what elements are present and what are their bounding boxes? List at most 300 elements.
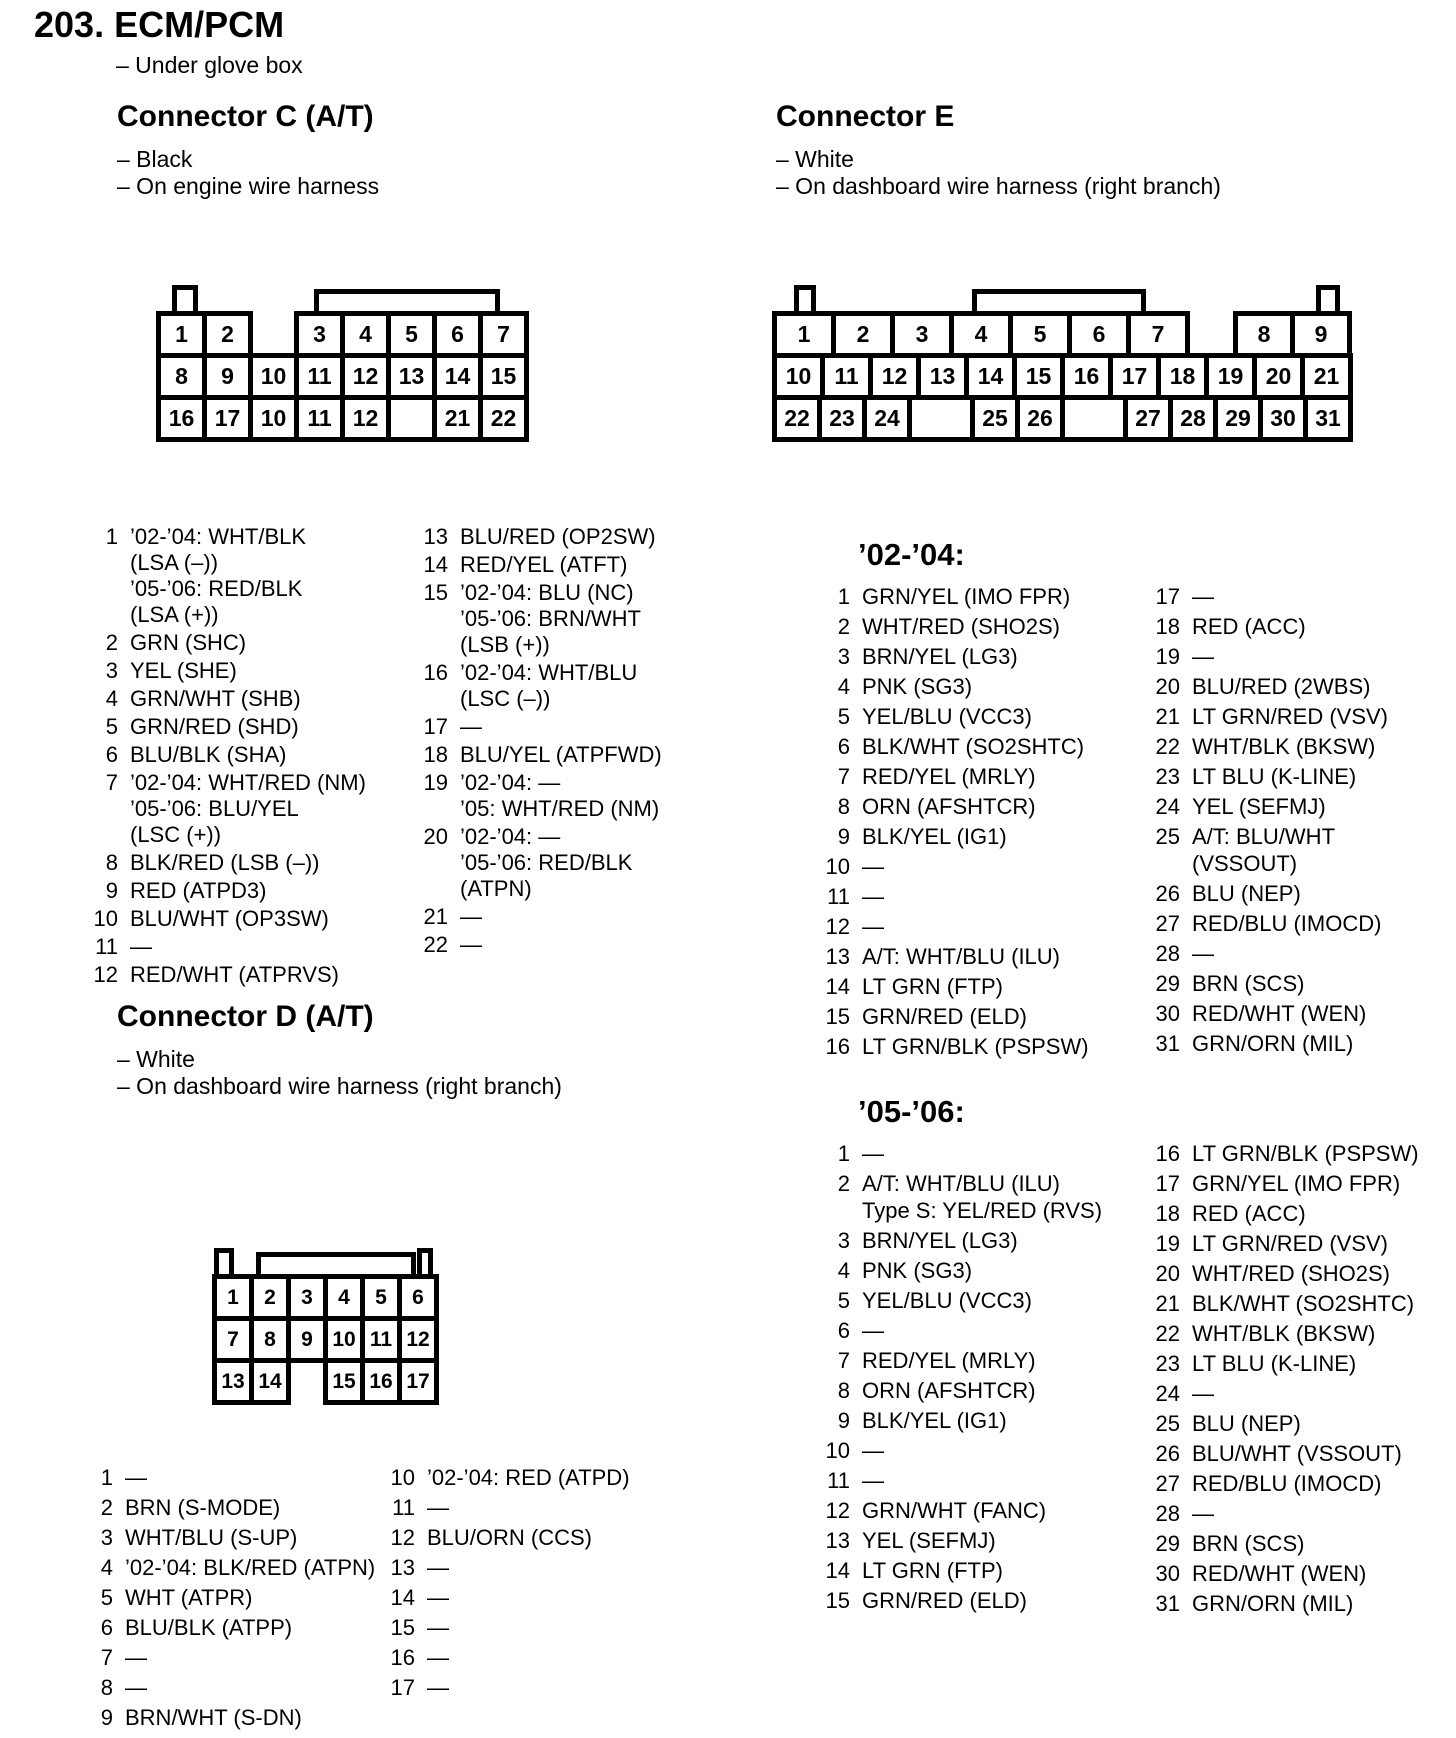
pin-wire-label bbox=[1192, 1200, 1306, 1227]
pin-number: 21 bbox=[1155, 704, 1180, 729]
pin-wire-line: BRN (S-MODE) bbox=[125, 1495, 281, 1520]
pin-wire-line: ’05-’06: RED/BLK bbox=[130, 576, 303, 601]
pin-wire-label bbox=[1192, 1530, 1304, 1557]
pin-wire-line: BLU (NEP) bbox=[1192, 1411, 1301, 1436]
pin-cell-4: 4 bbox=[340, 311, 391, 358]
pin-number: 23 bbox=[1155, 1351, 1180, 1376]
pin-cell-10: 10 bbox=[772, 353, 825, 400]
connector-row bbox=[212, 1274, 439, 1321]
connector-row bbox=[772, 353, 1353, 400]
pin-wire-line: — bbox=[862, 914, 884, 939]
pin-wire-line: GRN/WHT (FANC) bbox=[862, 1498, 1047, 1523]
pin-wire-label bbox=[1192, 910, 1381, 937]
pin-entry bbox=[820, 1497, 1102, 1524]
pin-cell-3: 3 bbox=[286, 1274, 328, 1321]
pin-wire-label bbox=[1192, 1260, 1390, 1287]
pin-wire-label bbox=[1192, 703, 1388, 730]
pin-number: 16 bbox=[825, 1034, 850, 1059]
pin-number: 2 bbox=[837, 614, 850, 639]
pin-number: 30 bbox=[1155, 1001, 1180, 1026]
pin-number: 5 bbox=[837, 704, 850, 729]
pin-wire-line: YEL/BLU (VCC3) bbox=[862, 704, 1032, 729]
pin-cell-10: 10 bbox=[248, 353, 299, 400]
pin-number: 3 bbox=[837, 644, 850, 669]
pin-number: 29 bbox=[1155, 971, 1180, 996]
connector-tab-row bbox=[772, 283, 1353, 311]
pin-entry bbox=[1150, 940, 1388, 967]
pin-wire-line: ORN (AFSHTCR) bbox=[862, 794, 1036, 819]
pin-wire-label bbox=[1192, 733, 1375, 760]
pin-cell-1: 1 bbox=[772, 311, 836, 358]
pin-wire-line: RED/WHT (WEN) bbox=[1192, 1001, 1367, 1026]
pin-entry bbox=[1150, 1470, 1419, 1497]
pin-wire-line: LT GRN/RED (VSV) bbox=[1192, 1231, 1388, 1256]
pin-number: 31 bbox=[1155, 1591, 1180, 1616]
pin-cell-18: 18 bbox=[1156, 353, 1209, 400]
pin-entry bbox=[820, 1227, 1102, 1254]
pin-entry bbox=[1150, 1530, 1419, 1557]
pin-wire-line: RED/BLU (IMOCD) bbox=[1192, 911, 1382, 936]
pin-wire-line: BRN/WHT (S-DN) bbox=[125, 1705, 302, 1730]
pin-wire-line: BLU/RED (2WBS) bbox=[1192, 674, 1371, 699]
pin-wire-label bbox=[862, 1527, 996, 1554]
pin-entry bbox=[820, 1347, 1102, 1374]
pin-number: 8 bbox=[837, 1378, 850, 1403]
pin-wire-line: RED/WHT (ATPRVS) bbox=[130, 962, 340, 987]
connector-d-diagram bbox=[212, 1246, 439, 1405]
pin-wire-label bbox=[862, 1140, 884, 1167]
pin-wire-line: GRN/RED (ELD) bbox=[862, 1588, 1028, 1613]
connector-row bbox=[212, 1358, 439, 1405]
pin-entry bbox=[1150, 1500, 1419, 1527]
pin-number: 9 bbox=[837, 1408, 850, 1433]
pin-cell-3: 3 bbox=[294, 311, 345, 358]
pin-cell-blank bbox=[1060, 395, 1128, 442]
pin-number: 19 bbox=[1155, 1231, 1180, 1256]
pin-number: 6 bbox=[837, 1318, 850, 1343]
pin-wire-line: ’02-’04: BLK/RED (ATPN) bbox=[125, 1555, 376, 1580]
pin-entry bbox=[820, 913, 1089, 940]
pin-wire-line: BLK/WHT (SO2SHTC) bbox=[862, 734, 1085, 759]
pin-wire-label bbox=[130, 658, 237, 684]
pin-wire-line: GRN (SHC) bbox=[130, 630, 247, 655]
pin-wire-line: ’02-’04: BLU (NC) bbox=[460, 580, 634, 605]
pin-number: 15 bbox=[423, 580, 448, 605]
pin-cell-22: 22 bbox=[478, 395, 529, 442]
pin-number: 13 bbox=[390, 1555, 415, 1580]
pin-number: 2 bbox=[837, 1171, 850, 1196]
pin-wire-label bbox=[1192, 763, 1356, 790]
pin-entry bbox=[88, 850, 366, 876]
pin-wire-line: GRN/RED (ELD) bbox=[862, 1004, 1028, 1029]
pin-wire-line: ’02-’04: — bbox=[460, 824, 561, 849]
pin-entry bbox=[1150, 1380, 1419, 1407]
pin-entry bbox=[88, 714, 366, 740]
pin-wire-label bbox=[862, 943, 1060, 970]
pin-number: 14 bbox=[825, 974, 850, 999]
pin-wire-line: BLK/YEL (IG1) bbox=[862, 824, 1007, 849]
pin-number: 10 bbox=[390, 1465, 415, 1490]
pin-number: 10 bbox=[93, 906, 118, 931]
pin-wire-line: ’02-’04: WHT/RED (NM) bbox=[130, 770, 366, 795]
pin-cell-7: 7 bbox=[1126, 311, 1190, 358]
pin-cell-2: 2 bbox=[202, 311, 253, 358]
pin-wire-line: RED/WHT (WEN) bbox=[1192, 1561, 1367, 1586]
pin-number: 22 bbox=[1155, 734, 1180, 759]
connector-e-0204-pins-left bbox=[820, 583, 1089, 1063]
pin-cell-21: 21 bbox=[432, 395, 483, 442]
pin-cell-14: 14 bbox=[249, 1358, 291, 1405]
pin-wire-line: YEL/BLU (VCC3) bbox=[862, 1288, 1032, 1313]
pin-number: 4 bbox=[837, 1258, 850, 1283]
pin-entry bbox=[820, 763, 1089, 790]
connector-d-pins-left bbox=[83, 1464, 375, 1734]
pin-number: 6 bbox=[100, 1615, 113, 1640]
pin-cell-3: 3 bbox=[890, 311, 954, 358]
pin-entry bbox=[1150, 733, 1388, 760]
pin-wire-line: A/T: WHT/BLU (ILU) bbox=[862, 1171, 1061, 1196]
pin-wire-label bbox=[130, 962, 339, 988]
pin-number: 13 bbox=[825, 1528, 850, 1553]
pin-entry bbox=[88, 524, 366, 628]
pin-wire-label bbox=[427, 1674, 449, 1701]
connector-tab bbox=[417, 1248, 433, 1274]
pin-cell-30: 30 bbox=[1258, 395, 1308, 442]
pin-entry bbox=[820, 1527, 1102, 1554]
pin-number: 27 bbox=[1155, 911, 1180, 936]
pin-number: 22 bbox=[1155, 1321, 1180, 1346]
pin-entry bbox=[820, 1287, 1102, 1314]
pin-wire-line: BLU/BLK (SHA) bbox=[130, 742, 287, 767]
connector-tab bbox=[972, 289, 1146, 311]
connector-e-bullet-location: – On dashboard wire harness (right branch) bbox=[776, 173, 1221, 199]
page-subtitle: – Under glove box bbox=[116, 52, 303, 78]
pin-wire-line: ’02-’04: — bbox=[460, 770, 561, 795]
pin-wire-label bbox=[460, 904, 482, 930]
pin-entry bbox=[820, 613, 1089, 640]
pin-cell-11: 11 bbox=[294, 353, 345, 400]
pin-wire-label bbox=[427, 1644, 449, 1671]
connector-tab bbox=[172, 285, 198, 311]
pin-number: 12 bbox=[390, 1525, 415, 1550]
pin-number: 17 bbox=[390, 1675, 415, 1700]
pin-entry bbox=[820, 1317, 1102, 1344]
pin-wire-line: YEL (SEFMJ) bbox=[1192, 794, 1326, 819]
pin-wire-line: RED/YEL (MRLY) bbox=[862, 764, 1036, 789]
pin-cell-7: 7 bbox=[478, 311, 529, 358]
pin-wire-line: — bbox=[427, 1615, 449, 1640]
pin-cell-12: 12 bbox=[868, 353, 921, 400]
pin-entry bbox=[83, 1464, 375, 1491]
pin-wire-line: BLK/YEL (IG1) bbox=[862, 1408, 1007, 1433]
pin-wire-label bbox=[125, 1584, 253, 1611]
pin-wire-label bbox=[862, 973, 1003, 1000]
pin-wire-label bbox=[862, 1377, 1036, 1404]
pin-number: 9 bbox=[100, 1705, 113, 1730]
pin-wire-label bbox=[1192, 940, 1214, 967]
pin-number: 4 bbox=[100, 1555, 113, 1580]
pin-entry bbox=[820, 673, 1089, 700]
pin-entry bbox=[83, 1704, 375, 1731]
pin-wire-label bbox=[427, 1524, 592, 1551]
pin-entry bbox=[820, 1170, 1102, 1224]
pin-wire-label bbox=[130, 906, 329, 932]
pin-cell-24: 24 bbox=[862, 395, 912, 442]
pin-number: 16 bbox=[390, 1645, 415, 1670]
pin-wire-label bbox=[862, 733, 1084, 760]
pin-wire-label bbox=[1192, 583, 1214, 610]
pin-wire-label bbox=[862, 1407, 1007, 1434]
pin-wire-label bbox=[427, 1554, 449, 1581]
pin-entry bbox=[418, 932, 662, 958]
connector-row bbox=[212, 1316, 439, 1363]
pin-wire-label bbox=[862, 1033, 1089, 1060]
pin-wire-label bbox=[130, 878, 267, 904]
pin-number: 11 bbox=[392, 1495, 415, 1520]
connector-tab bbox=[314, 289, 500, 311]
pin-wire-line: WHT (ATPR) bbox=[125, 1585, 253, 1610]
pin-wire-label bbox=[1192, 1290, 1414, 1317]
pin-entry bbox=[418, 742, 662, 768]
pin-number: 5 bbox=[100, 1585, 113, 1610]
pin-wire-line: BLU/BLK (ATPP) bbox=[125, 1615, 293, 1640]
pin-number: 8 bbox=[100, 1675, 113, 1700]
pin-wire-label bbox=[862, 913, 884, 940]
pin-number: 4 bbox=[105, 686, 118, 711]
pin-wire-label bbox=[1192, 673, 1370, 700]
pin-wire-label bbox=[862, 583, 1070, 610]
connector-d-title: Connector D (A/T) bbox=[117, 1000, 374, 1033]
pin-number: 27 bbox=[1155, 1471, 1180, 1496]
pin-number: 9 bbox=[105, 878, 118, 903]
pin-wire-label bbox=[862, 883, 884, 910]
pin-entry bbox=[88, 906, 366, 932]
pin-wire-line: GRN/ORN (MIL) bbox=[1192, 1031, 1354, 1056]
pin-number: 26 bbox=[1155, 1441, 1180, 1466]
pin-wire-label bbox=[130, 934, 152, 960]
pin-entry bbox=[820, 793, 1089, 820]
pin-cell-15: 15 bbox=[323, 1358, 365, 1405]
pin-cell-20: 20 bbox=[1252, 353, 1305, 400]
pin-entry bbox=[1150, 1000, 1388, 1027]
pin-wire-line: — bbox=[862, 1141, 884, 1166]
connector-tab bbox=[1316, 285, 1340, 311]
pin-wire-line: — bbox=[427, 1585, 449, 1610]
pin-wire-line: — bbox=[862, 1438, 884, 1463]
pin-cell-11: 11 bbox=[360, 1316, 402, 1363]
pin-wire-line: GRN/RED (SHD) bbox=[130, 714, 299, 739]
pin-cell-4: 4 bbox=[949, 311, 1013, 358]
pin-number: 23 bbox=[1155, 764, 1180, 789]
pin-wire-line: (LSA (+)) bbox=[130, 602, 219, 627]
pin-entry bbox=[88, 686, 366, 712]
pin-entry bbox=[385, 1464, 630, 1491]
pin-wire-line: ORN (AFSHTCR) bbox=[862, 1378, 1036, 1403]
pin-cell-2: 2 bbox=[249, 1274, 291, 1321]
pin-wire-line: — bbox=[460, 932, 482, 957]
pin-entry bbox=[820, 1257, 1102, 1284]
pin-wire-label bbox=[862, 1347, 1036, 1374]
pin-entry bbox=[418, 904, 662, 930]
pin-wire-line: — bbox=[1192, 1381, 1214, 1406]
pin-wire-label bbox=[862, 673, 972, 700]
pin-entry bbox=[820, 883, 1089, 910]
pin-wire-line: GRN/WHT (SHB) bbox=[130, 686, 301, 711]
pin-entry bbox=[88, 630, 366, 656]
pin-number: 20 bbox=[1155, 674, 1180, 699]
pin-wire-line: PNK (SG3) bbox=[862, 1258, 973, 1283]
pin-wire-label bbox=[460, 714, 482, 740]
pin-number: 1 bbox=[105, 524, 118, 549]
pin-number: 2 bbox=[105, 630, 118, 655]
pin-wire-label bbox=[125, 1704, 302, 1731]
pin-wire-label bbox=[460, 824, 632, 902]
connector-c-title: Connector C (A/T) bbox=[117, 100, 374, 133]
pin-number: 4 bbox=[837, 674, 850, 699]
pin-number: 12 bbox=[93, 962, 118, 987]
pin-entry bbox=[820, 583, 1089, 610]
pin-number: 14 bbox=[390, 1585, 415, 1610]
pin-wire-label bbox=[130, 630, 246, 656]
pin-wire-label bbox=[130, 770, 366, 848]
pin-cell-blank bbox=[907, 395, 975, 442]
pin-wire-label bbox=[1192, 1590, 1353, 1617]
pin-cell-9: 9 bbox=[202, 353, 253, 400]
pin-number: 3 bbox=[105, 658, 118, 683]
pin-entry bbox=[1150, 1140, 1419, 1167]
connector-row bbox=[156, 311, 529, 358]
pin-wire-label bbox=[862, 1257, 972, 1284]
pin-wire-label bbox=[130, 524, 306, 628]
pin-entry bbox=[418, 580, 662, 658]
pin-wire-label bbox=[1192, 1320, 1375, 1347]
pin-cell-17: 17 bbox=[397, 1358, 439, 1405]
connector-tab-row bbox=[156, 283, 529, 311]
pin-cell-11: 11 bbox=[294, 395, 345, 442]
pin-cell-15: 15 bbox=[1012, 353, 1065, 400]
pin-wire-line: LT BLU (K-LINE) bbox=[1192, 1351, 1357, 1376]
pin-wire-line: — bbox=[125, 1675, 147, 1700]
pin-number: 19 bbox=[423, 770, 448, 795]
pin-entry bbox=[385, 1494, 630, 1521]
pin-cell-13: 13 bbox=[386, 353, 437, 400]
pin-number: 24 bbox=[1155, 794, 1180, 819]
pin-entry bbox=[1150, 910, 1388, 937]
pin-number: 24 bbox=[1155, 1381, 1180, 1406]
pin-wire-label bbox=[1192, 1230, 1388, 1257]
connector-tab-row bbox=[212, 1246, 439, 1274]
pin-wire-label bbox=[1192, 1380, 1214, 1407]
pin-entry bbox=[1150, 1410, 1419, 1437]
pin-wire-label bbox=[427, 1584, 449, 1611]
pin-entry bbox=[1150, 1200, 1419, 1227]
pin-wire-line: ’05-’06: BRN/WHT bbox=[460, 606, 641, 631]
connector-gap bbox=[248, 311, 299, 358]
pin-entry bbox=[820, 703, 1089, 730]
connector-d-bullet-color: – White bbox=[117, 1046, 195, 1072]
pin-cell-4: 4 bbox=[323, 1274, 365, 1321]
pin-wire-label bbox=[130, 742, 287, 768]
pin-wire-label bbox=[125, 1494, 280, 1521]
pin-wire-line: BLK/RED (LSB (–)) bbox=[130, 850, 320, 875]
pin-entry bbox=[1150, 1440, 1419, 1467]
pin-cell-22: 22 bbox=[772, 395, 822, 442]
pin-cell-17: 17 bbox=[202, 395, 253, 442]
pin-number: 21 bbox=[423, 904, 448, 929]
pin-cell-23: 23 bbox=[817, 395, 867, 442]
pin-wire-line: LT GRN/RED (VSV) bbox=[1192, 704, 1388, 729]
pin-wire-label bbox=[1192, 823, 1335, 877]
pin-wire-label bbox=[460, 552, 627, 578]
pin-cell-14: 14 bbox=[964, 353, 1017, 400]
pin-wire-label bbox=[1192, 643, 1214, 670]
pin-wire-line: — bbox=[427, 1495, 449, 1520]
pin-wire-label bbox=[862, 1227, 1018, 1254]
pin-entry bbox=[1150, 1320, 1419, 1347]
pin-wire-label bbox=[862, 823, 1007, 850]
pin-number: 26 bbox=[1155, 881, 1180, 906]
pin-entry bbox=[820, 1467, 1102, 1494]
connector-row bbox=[772, 395, 1353, 442]
pin-entry bbox=[418, 552, 662, 578]
pin-entry bbox=[1150, 970, 1388, 997]
pin-entry bbox=[418, 660, 662, 712]
page-title: 203. ECM/PCM bbox=[34, 4, 285, 45]
pin-wire-line: LT GRN/BLK (PSPSW) bbox=[862, 1034, 1089, 1059]
pin-entry bbox=[1150, 1560, 1419, 1587]
pin-cell-8: 8 bbox=[156, 353, 207, 400]
pin-number: 15 bbox=[825, 1004, 850, 1029]
pin-number: 13 bbox=[825, 944, 850, 969]
pin-wire-line: BRN (SCS) bbox=[1192, 971, 1305, 996]
pin-cell-2: 2 bbox=[831, 311, 895, 358]
pin-number: 6 bbox=[837, 734, 850, 759]
pin-wire-line: ’05-’06: RED/BLK bbox=[460, 850, 633, 875]
pin-number: 25 bbox=[1155, 1411, 1180, 1436]
pin-wire-line: BRN/YEL (LG3) bbox=[862, 1228, 1018, 1253]
pin-wire-label bbox=[427, 1464, 630, 1491]
pin-entry bbox=[1150, 1030, 1388, 1057]
pin-wire-label bbox=[130, 686, 301, 712]
connector-c-diagram bbox=[156, 283, 529, 442]
connector-c-header bbox=[117, 100, 379, 200]
pin-number: 28 bbox=[1155, 1501, 1180, 1526]
pin-cell-12: 12 bbox=[340, 395, 391, 442]
pin-entry bbox=[820, 823, 1089, 850]
pin-cell-12: 12 bbox=[340, 353, 391, 400]
pin-entry bbox=[418, 824, 662, 902]
pin-wire-label bbox=[125, 1554, 375, 1581]
connector-e-0506-pins-left bbox=[820, 1140, 1102, 1617]
pin-entry bbox=[820, 733, 1089, 760]
pin-number: 3 bbox=[100, 1525, 113, 1550]
pin-entry bbox=[83, 1614, 375, 1641]
pin-wire-label bbox=[862, 793, 1036, 820]
connector-gap bbox=[1185, 311, 1238, 358]
pin-wire-label bbox=[130, 714, 299, 740]
pin-number: 7 bbox=[100, 1645, 113, 1670]
pin-wire-line: BLU/YEL (ATPFWD) bbox=[460, 742, 662, 767]
pin-entry bbox=[820, 1557, 1102, 1584]
pin-wire-label bbox=[1192, 1170, 1400, 1197]
connector-e-header bbox=[776, 100, 1221, 200]
era-heading-02-04: ’02-’04: bbox=[858, 537, 965, 572]
pin-number: 2 bbox=[100, 1495, 113, 1520]
pin-wire-label bbox=[1192, 1440, 1402, 1467]
pin-wire-label bbox=[862, 1317, 884, 1344]
pin-wire-label bbox=[1192, 1500, 1214, 1527]
pin-wire-line: (LSA (–)) bbox=[130, 550, 219, 575]
